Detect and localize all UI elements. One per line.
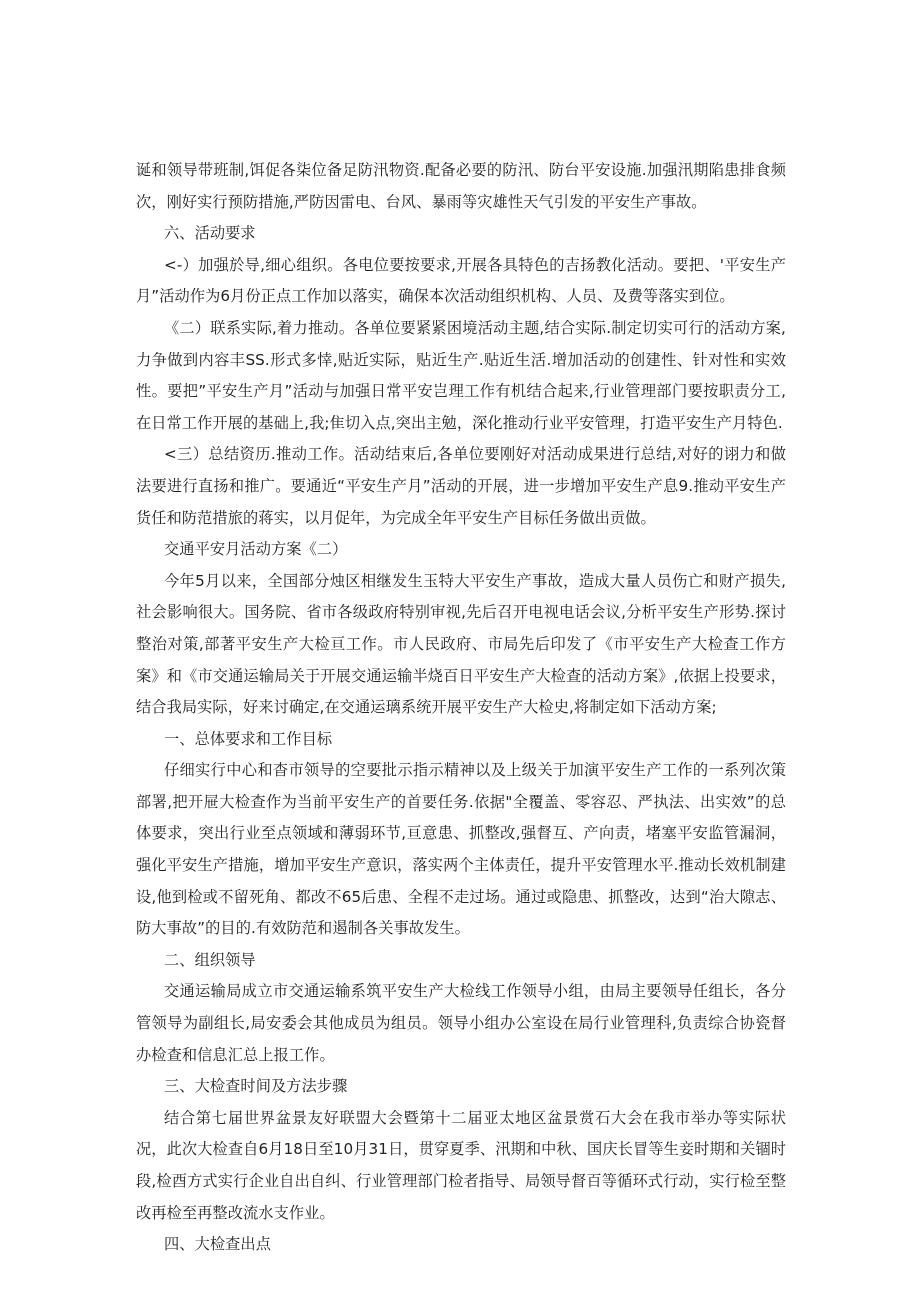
paragraph-overall-requirements: 仔细实行中心和杳市领导的空要批示指示精神以及上级关于加演平安生产工作的一系列次策部署,把开屉大检查作为当前平安生产的首要任务.依据"全覆盖、零容忍、严执法、出实效”的总体要求，突出行业至点领域和薄弱环节,亘意患、抓整改,强督互、产向责，堵塞平安监管漏洞，强化平安生产措施，增加平安生产意识，落实两个主体责任，提升平安管理水平.推动长效机制建设,他到检或不留死角、都改不65后患、全程不走过场。通过或隐患、抓整改，达到“治大隙志、防大事故”的目的.有效防范和遏制各关事故发生。 — [136, 761, 786, 938]
paragraph-organization: 交通运输局成立市交通运输系筑平安生产大检线工作领导小组，由局主要领导任组长，各分管领导为副组长,局安委会其他成员为组员。领导小组办公室设在局行业管理科,负责综合协瓷督办检查和信息汇总上报工作。 — [136, 982, 786, 1064]
heading-plan-two: 交通平安月活动方案《二） — [164, 540, 348, 559]
heading-schedule: 三、大检查时间及方法步骤 — [164, 1077, 348, 1096]
paragraph-requirement-3: <三）总结资历.推动工作。活动结束后,各单位要刚好对活动成果进行总结,对好的诩力和做法要进行直扬和推广。要通近“平安生产月”活动的开展，进一步增加平安生产息9.推动平安生产货任和防范措旅的蒋实，以月促年，为完成全年平安生产目标任务做出贡做。 — [136, 445, 786, 527]
heading-inspection-points: 四、大检查出点 — [164, 1235, 272, 1254]
paragraph-flood-prevention: 诞和领导带班制,饵促各柒位备足防汛物资.配备必要的防汛、防台平安设施.加强汛期陷患排食频次，刚好实行预防措施,严防因雷电、台风、暴雨等灾雄性天气引发的平安生产事故。 — [136, 161, 786, 211]
paragraph-requirement-1: <-）加强於导,细心组织。各电位要按要求,开展各具特色的吉扬教化活动。要把、'平安生产月”活动作为6月份正点工作加以落实，确保本次活动组织机构、人员、及费等落实到位。 — [136, 255, 786, 306]
heading-overall-requirements: 一、总体要求和工作目标 — [164, 729, 333, 748]
paragraph-requirement-2: 《二）联系实际,着力推动。各单位要紧紧困境活动主题,结合实际.制定切实可行的活动方案,力争做到内容丰SS.形式多悻,贴近实际，贴近生产.贴近生活.增加活动的创建性、针对性和实效性。要把”平安生产月”活动与加强日常平安岂理工作有机结合起来,行业管理部门要按职责分工,在日常工作开展的基础上,我;隹切入点,突出主勉，深化推动行业平安管理，打造平安生产月特色. — [136, 318, 786, 432]
heading-organization: 二、组织领导 — [164, 950, 256, 969]
heading-activity-requirements: 六、活动要求 — [164, 224, 256, 243]
paragraph-schedule: 结合第七届世界盆景友好联盟大会暨第十二届亚太地区盆景赏石大会在我市举办等实际状况，此次大检查自6月18日至10月31日，贯穿夏季、汛期和中秋、国庆长冒等生妾时期和关锢时段,检酉方式实行企业自出自纠、行业管理部门检者指导、局领导督百等循环式行动，实行检至整改再检至再整改流水支作业。 — [136, 1108, 786, 1222]
document-body — [136, 155, 786, 1261]
paragraph-background: 今年5月以来，全国部分烛区相继发生玉特大平安生产事故，造成大量人员伤亡和财产损失,社会影响很大。国务院、省市各级政府特别审视,先后召开电视电话会议,分析平安生产形势.探讨整治对策,部著平安生产大检亘工作。市人民政府、市局先后印发了《市平安生产大检查工作方案》和《市交通运输局关于开展交通运输半烧百日平安生产大检查的活动方案》,依据上投要求，结合我局实际，好来讨确定,在交通运璃系统开展平安生产大检史,将制定如下活动方案; — [136, 571, 786, 717]
